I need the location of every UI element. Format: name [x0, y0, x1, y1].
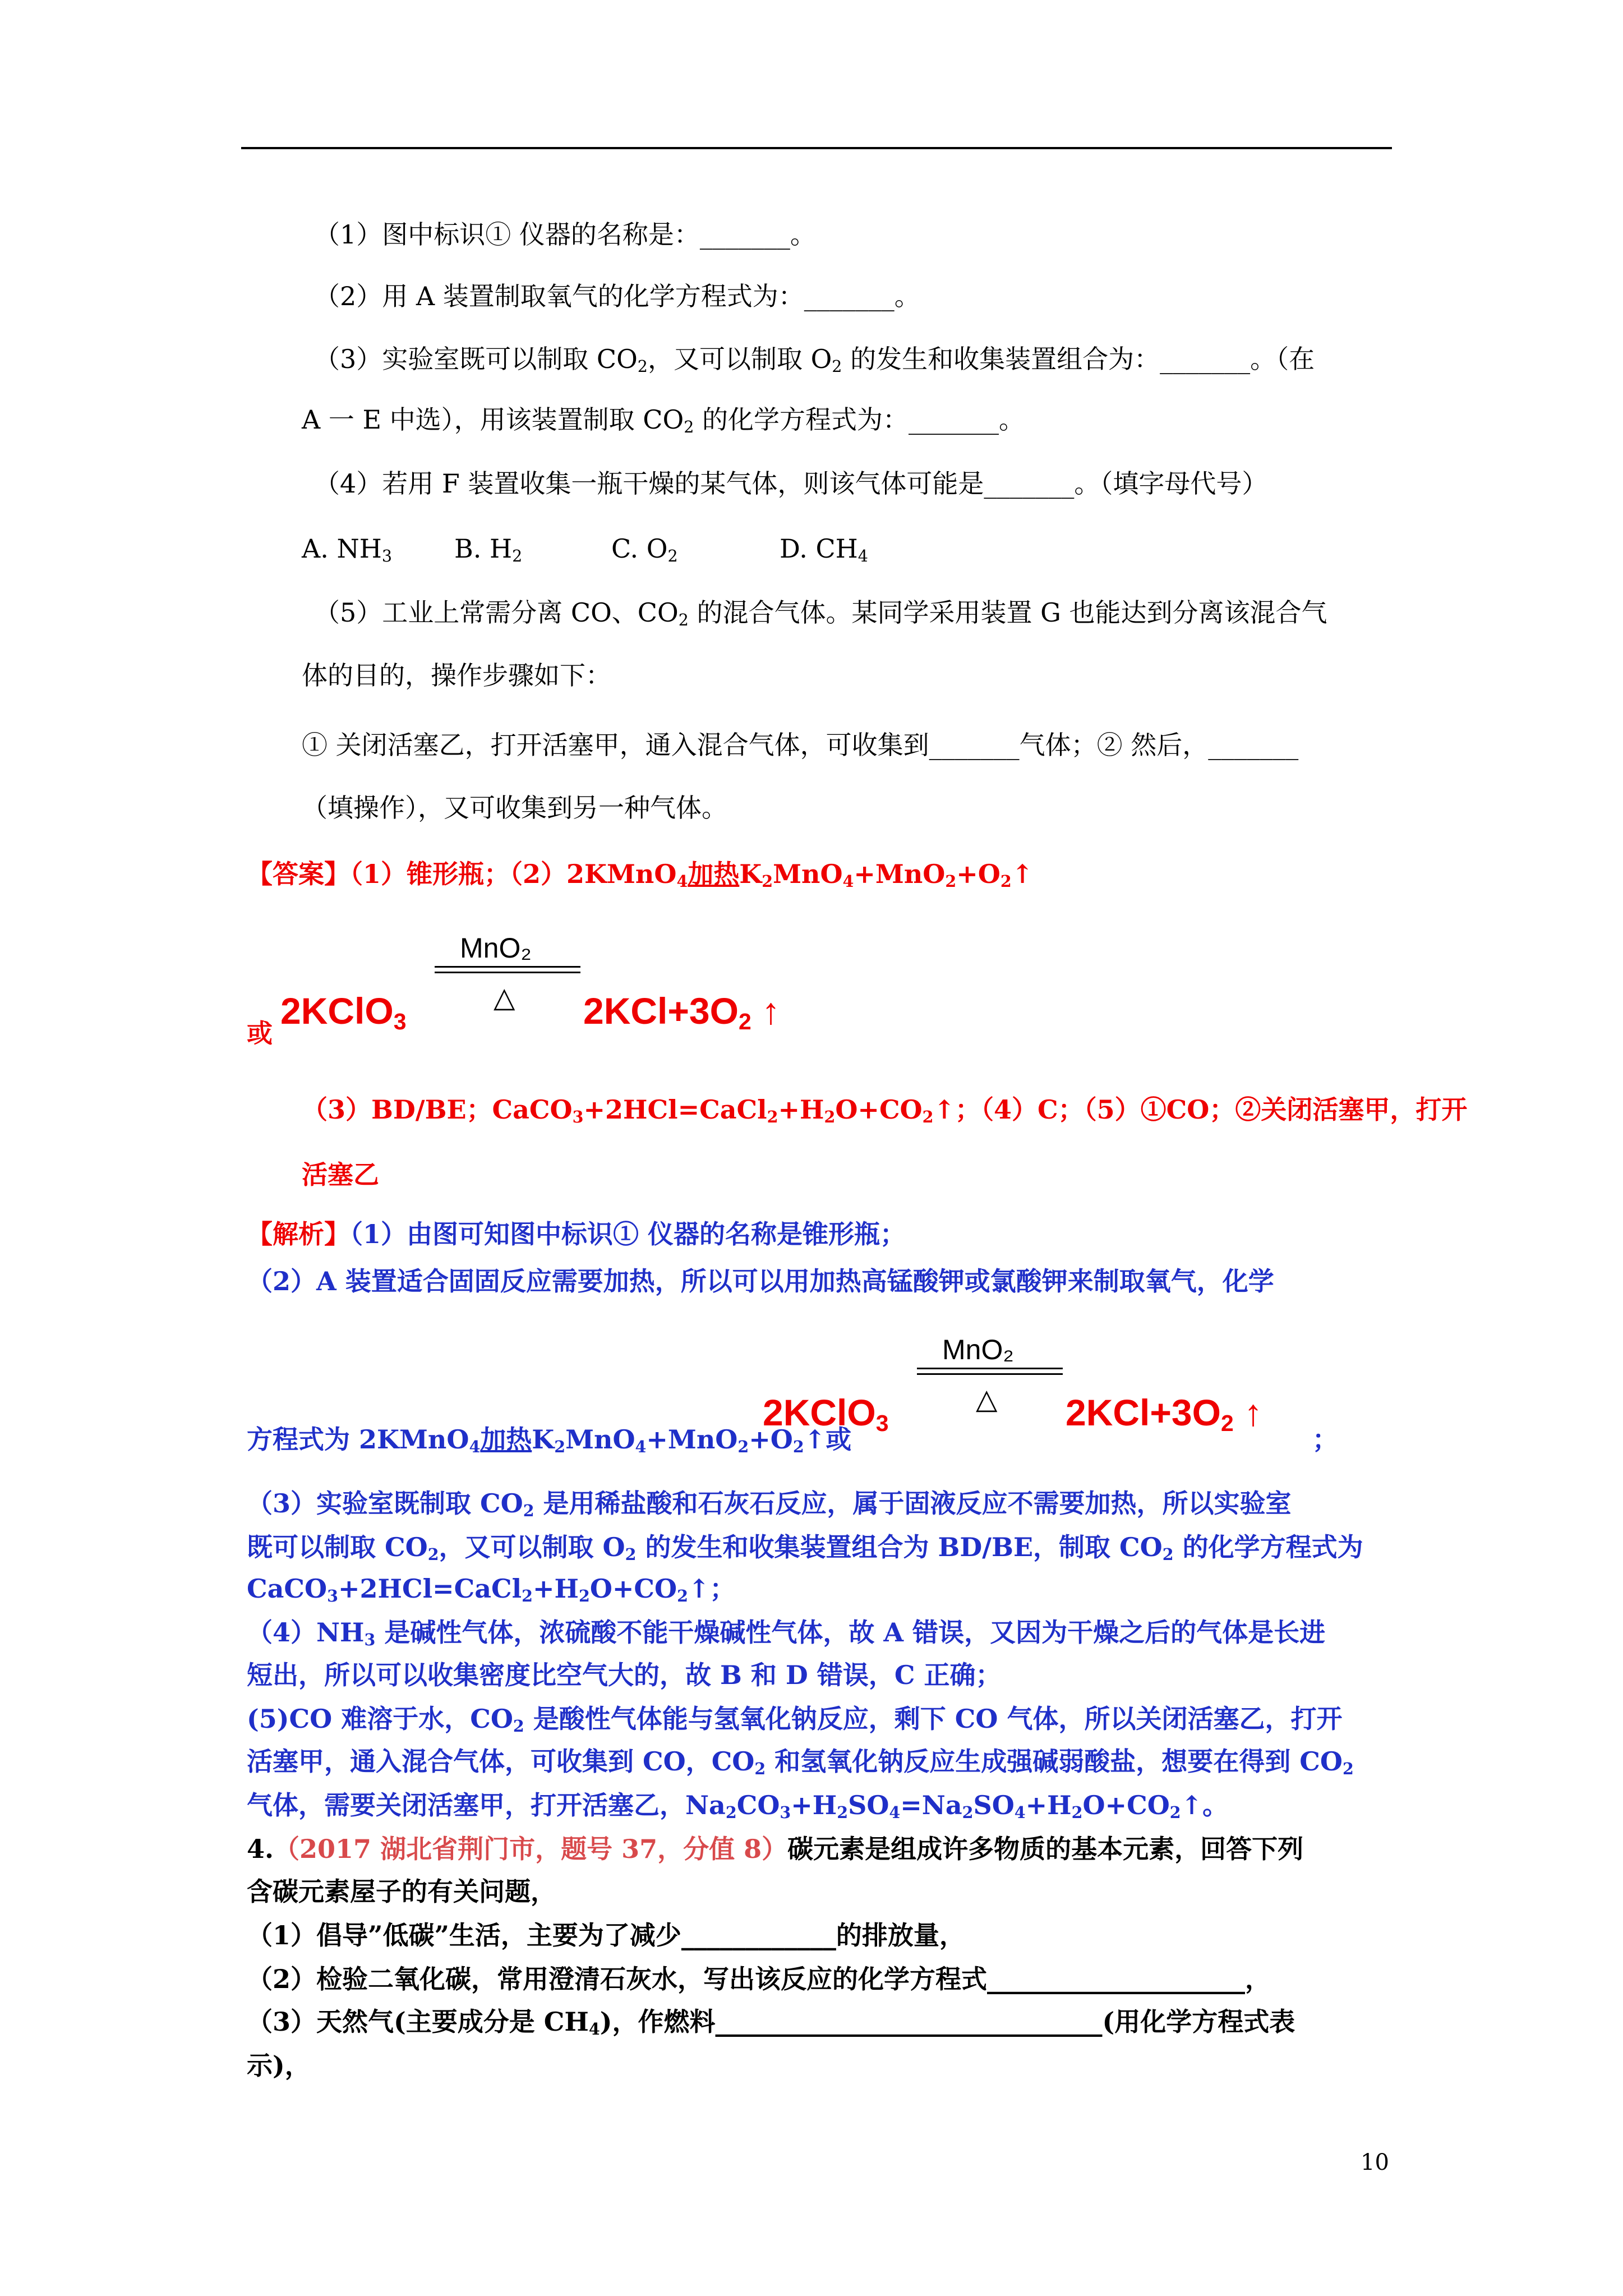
- question-part-5-line4: （填操作），又可收集到另一种气体。: [302, 793, 727, 823]
- analysis-line11: 气体，需要关闭活塞甲，打开活塞乙，$Na_2CO_3+H_2SO_4=Na_2SO_4+H_2O+CO_2↑$。: [247, 1790, 1229, 1823]
- equation2-product: $2KCl+3O_2$ ↑: [1066, 1392, 1263, 1437]
- equation-reactant: 2KClO$_3$: [280, 990, 407, 1035]
- analysis-line2: （2）A 装置适合固固反应需要加热，所以可以用加热高锰酸钾或氯酸钾来制取氧气，化学: [247, 1266, 1274, 1296]
- option-c: C. $O_2$: [611, 533, 678, 566]
- equation2-reactant: 2KClO$_3$: [763, 1392, 889, 1437]
- equation-delta: △: [494, 982, 515, 1013]
- answer-line4: 活塞乙: [302, 1159, 379, 1190]
- option-a: A. $NH_3$: [302, 533, 392, 566]
- question-part-4: （4）若用 F 装置收集一瓶干燥的某气体，则该气体可能是_______。（填字母代号）: [314, 468, 1268, 499]
- equation-product: $2KCl+3O_2$ ↑: [583, 990, 781, 1035]
- equation2-bar-lower: [917, 1373, 1063, 1375]
- q4-part-1: （1）倡导”低碳”生活，主要为了减少____________的排放量，: [247, 1920, 965, 1950]
- question-part-5-line2: 体的目的，操作步骤如下：: [302, 660, 611, 691]
- analysis-line7: $(4)NH_3$ 是碱性气体，浓硫酸不能干燥碱性气体，故 A 错误，又因为干燥之后的气体是长进: [247, 1617, 1326, 1650]
- option-b: B. $H_2$: [454, 533, 523, 566]
- option-d: D. $CH_4$: [780, 533, 868, 566]
- q4-line2: 含碳元素屋子的有关问题，: [247, 1876, 556, 1907]
- analysis-line8: 短出，所以可以收集密度比空气大的，故 B 和 D 错误，C 正确；: [247, 1660, 1002, 1690]
- answer-line3: （3）BD/BE；$CaCO_3+2HCl=CaCl_2+H_2O+CO_2↑$；（4）C；（5）①CO；②关闭活塞甲，打开: [302, 1094, 1468, 1127]
- equation-catalyst: MnO₂: [460, 932, 532, 964]
- analysis-line1: 【解析】（1）由图可知图中标识① 仪器的名称是锥形瓶；: [247, 1219, 906, 1249]
- question-part-1: （1）图中标识① 仪器的名称是：_______。: [314, 219, 816, 250]
- question-part-3-line1: （3）实验室既可以制取 $CO_2$，又可以制取 $O_2$ 的发生和收集装置组合为：_______。（在: [314, 344, 1315, 376]
- analysis-line4: （3）实验室既制取 $CO_2$ 是用稀盐酸和石灰石反应，属于固液反应不需要加热，所以实验室: [247, 1488, 1292, 1521]
- header-rule: [241, 147, 1392, 149]
- analysis-line10: 活塞甲，通入混合气体，可收集到 CO，$CO_2$ 和氢氧化钠反应生成强碱弱酸盐，想要在得到 $CO_2$: [247, 1746, 1354, 1779]
- equation2-catalyst: MnO₂: [942, 1334, 1014, 1365]
- question-part-5-line1: （5）工业上常需分离 CO、$CO_2$ 的混合气体。某同学采用装置 G 也能达到分离该混合气: [314, 597, 1327, 630]
- q4-part-3: （3）天然气(主要成分是 $CH_4$)，作燃料______________________________(用化学方程式表: [247, 2007, 1295, 2039]
- q4-part-2: （2）检验二氧化碳，常用澄清石灰水，写出该反应的化学方程式____________________，: [247, 1964, 1271, 1994]
- equation2-bar-upper: [917, 1368, 1063, 1369]
- equation-bar-lower: [435, 972, 580, 973]
- question-part-2: （2）用 A 装置制取氧气的化学方程式为：_______。: [314, 281, 920, 311]
- equation-bar-upper: [435, 966, 580, 968]
- answer-or: 或: [247, 1018, 273, 1048]
- answer-line1: 【答案】（1）锥形瓶；（2）2KMnO$_4$加热$K_2MnO_4+MnO_2+O_2↑$: [247, 859, 1034, 891]
- analysis-line9: (5)CO 难溶于水，$CO_2$ 是酸性气体能与氢氧化钠反应，剩下 CO 气体，所以关闭活塞乙，打开: [247, 1704, 1343, 1736]
- question-part-5-line3: ① 关闭活塞乙，打开活塞甲，通入混合气体，可收集到_______气体；② 然后，_______: [302, 730, 1299, 760]
- page-number: 10: [1361, 2150, 1389, 2175]
- question-part-3-line2: A 一 E 中选），用该装置制取 $CO_2$ 的化学方程式为：_______。: [302, 404, 1025, 437]
- analysis-line3: 方程式为 2KMnO$_4$加热$K_2MnO_4+MnO_2+O_2↑$或: [247, 1424, 852, 1457]
- analysis-line3-end: ；: [1312, 1424, 1338, 1455]
- q4-line1: 4.（2017 湖北省荆门市，题号 37，分值 8）碳元素是组成许多物质的基本元素，回答下列: [247, 1834, 1304, 1864]
- analysis-line6: $CaCO_3+2HCl=CaCl_2+H_2O+CO_2↑$；: [247, 1573, 736, 1606]
- q4-part-3-cont: 示)，: [247, 2050, 311, 2081]
- equation2-delta: △: [976, 1383, 998, 1415]
- analysis-line5: 既可以制取 $CO_2$，又可以制取 $O_2$ 的发生和收集装置组合为 BD/BE，制取 $CO_2$ 的化学方程式为: [247, 1532, 1363, 1565]
